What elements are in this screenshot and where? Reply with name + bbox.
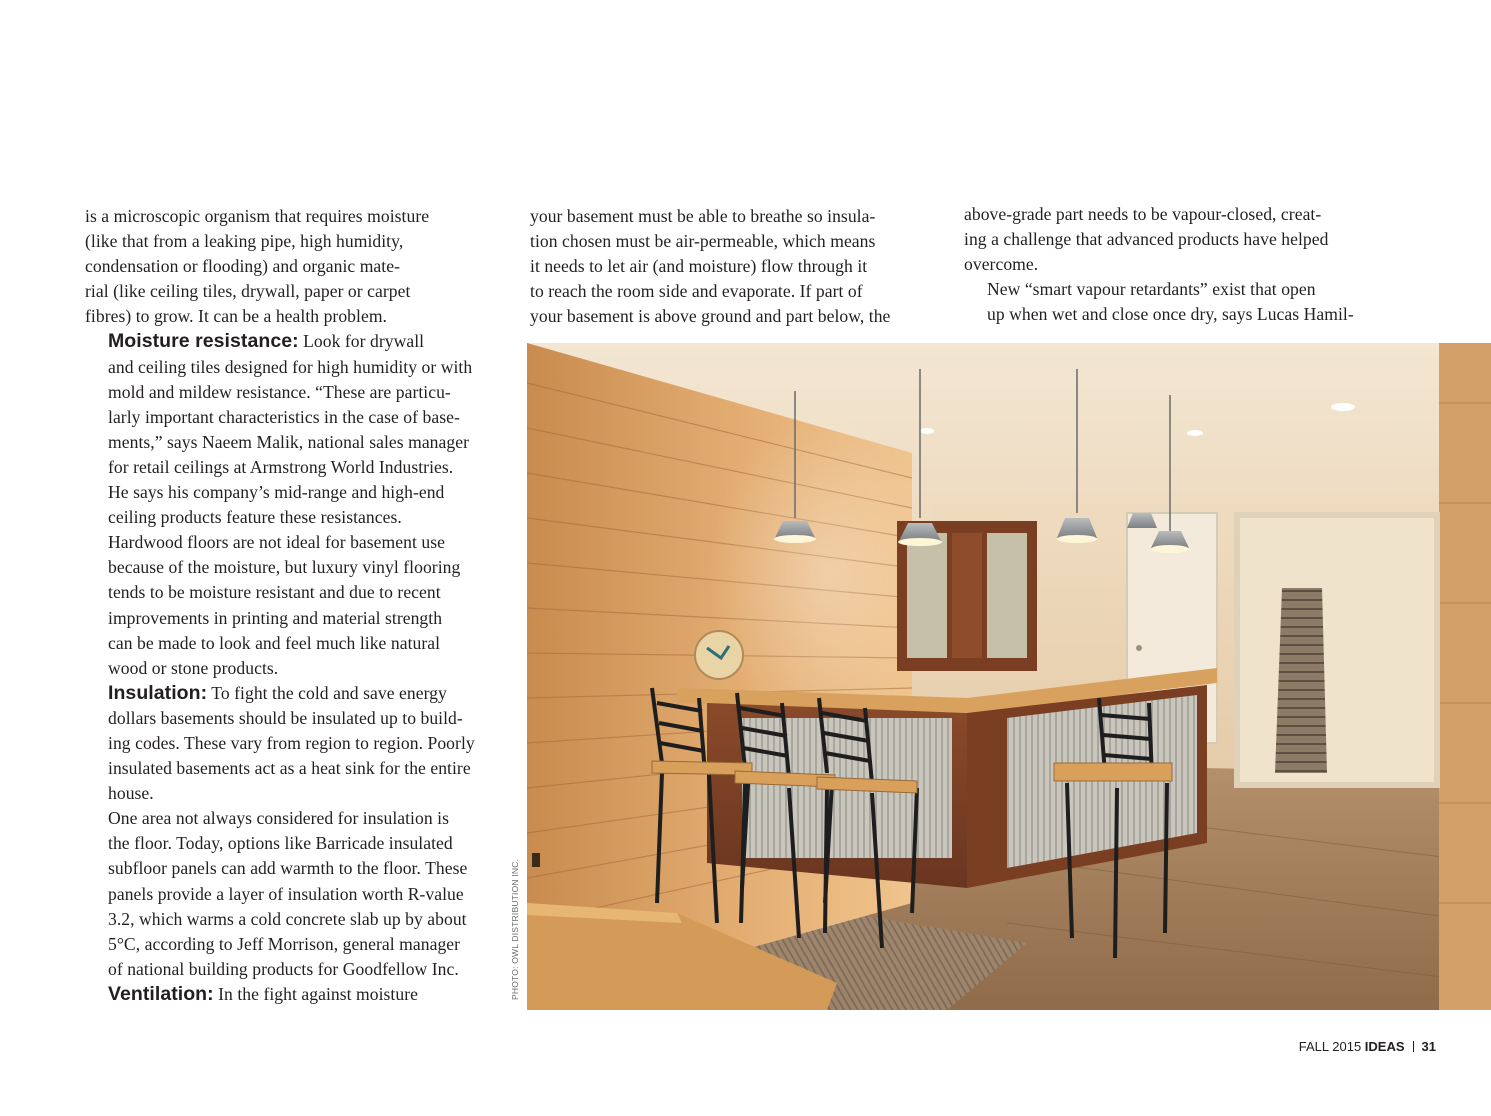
text-line: can be made to look and feel much like natural	[108, 632, 441, 653]
text-line: and ceiling tiles designed for high humidity or with	[108, 356, 473, 377]
text-line: 3.2, which warms a cold concrete slab up by about	[108, 908, 467, 929]
paragraph-floor	[85, 806, 493, 982]
photo-illustration	[527, 343, 1491, 1010]
text-line: ing a challenge that advanced products have helped	[964, 229, 1329, 250]
text-line: overcome.	[964, 254, 1039, 275]
text-line: of national building products for Goodfellow Inc.	[108, 958, 459, 979]
text-line: above-grade part needs to be vapour-closed, creat-	[964, 204, 1322, 224]
text-line: house.	[108, 783, 154, 804]
text-line: dollars basements should be insulated up to build-	[108, 707, 463, 728]
text-line: wood or stone products.	[108, 657, 279, 678]
folio-magazine: IDEAS	[1364, 1039, 1405, 1054]
folio-page-number: 31	[1421, 1039, 1436, 1054]
text-line: ments,” says Naeem Malik, national sales manager	[108, 431, 470, 452]
text-line: up when wet and close once dry, says Lucas Hamil-	[987, 304, 1354, 325]
text-line: insulated basements act as a heat sink for the entire	[108, 758, 471, 779]
folio-divider	[1413, 1041, 1414, 1052]
page-folio	[1299, 1039, 1436, 1054]
text-line: ceiling products feature these resistances.	[108, 507, 402, 528]
text-line: is a microscopic organism that requires moisture	[85, 206, 430, 226]
text-line: mold and mildew resistance. “These are particu-	[108, 381, 451, 402]
text-line: rial (like ceiling tiles, drywall, paper or carpet	[85, 281, 411, 302]
text-line: improvements in printing and material strength	[108, 607, 443, 628]
text-line: condensation or flooding) and organic mate-	[85, 256, 400, 277]
text-line: New “smart vapour retardants” exist that open	[987, 279, 1316, 300]
text-line: subfloor panels can add warmth to the floor. These	[108, 858, 468, 879]
paragraph-vapour-closed	[964, 202, 1364, 277]
basement-bar-photo	[527, 343, 1491, 1010]
paragraph-breathe	[530, 204, 930, 329]
text-line: tends to be moisture resistant and due to recent	[108, 582, 441, 603]
paragraph-hardwood	[85, 530, 493, 681]
photo-credit: PHOTO: OWL DISTRIBUTION INC.	[510, 858, 520, 1000]
article-column-2	[530, 204, 930, 329]
text-line: Hardwood floors are not ideal for basement use	[108, 532, 445, 553]
article-column-1	[85, 204, 493, 1007]
subhead-moisture-resistance: Moisture resistance:	[108, 330, 299, 353]
text-line: (like that from a leaking pipe, high humidity,	[85, 231, 404, 252]
text-line: because of the moisture, but luxury vinyl flooring	[108, 557, 461, 578]
text-line: the floor. Today, options like Barricade insulated	[108, 833, 453, 854]
text-line: To fight the cold and save energy	[207, 682, 447, 703]
paragraph-mold	[85, 204, 493, 329]
text-line: tion chosen must be air-permeable, which means	[530, 231, 876, 252]
text-line: fibres) to grow. It can be a health problem.	[85, 306, 387, 327]
paragraph-moisture-resistance	[85, 329, 493, 530]
text-line: Look for drywall	[298, 331, 425, 352]
text-line: for retail ceilings at Armstrong World Industries.	[108, 456, 454, 477]
text-line: to reach the room side and evaporate. If part of	[530, 281, 863, 302]
paragraph-smart-vapour	[964, 277, 1364, 327]
text-line: He says his company’s mid-range and high-end	[108, 482, 445, 503]
article-column-3	[964, 202, 1364, 327]
text-line: panels provide a layer of insulation worth R-value	[108, 883, 464, 904]
text-line: your basement is above ground and part below, the	[530, 306, 891, 327]
text-line: larly important characteristics in the case of base-	[108, 406, 460, 427]
text-line: your basement must be able to breathe so insula-	[530, 206, 876, 226]
text-line: ing codes. These vary from region to region. Poorly	[108, 732, 475, 753]
text-line: One area not always considered for insulation is	[108, 808, 449, 829]
folio-season: FALL 2015	[1298, 1039, 1362, 1054]
paragraph-ventilation	[85, 982, 493, 1007]
text-line: 5°C, according to Jeff Morrison, general manager	[108, 933, 461, 954]
subhead-ventilation: Ventilation:	[108, 982, 214, 1005]
paragraph-insulation	[85, 681, 493, 806]
subhead-insulation: Insulation:	[108, 681, 208, 704]
text-line: it needs to let air (and moisture) flow through it	[530, 256, 868, 277]
text-line: In the fight against moisture	[213, 983, 418, 1004]
